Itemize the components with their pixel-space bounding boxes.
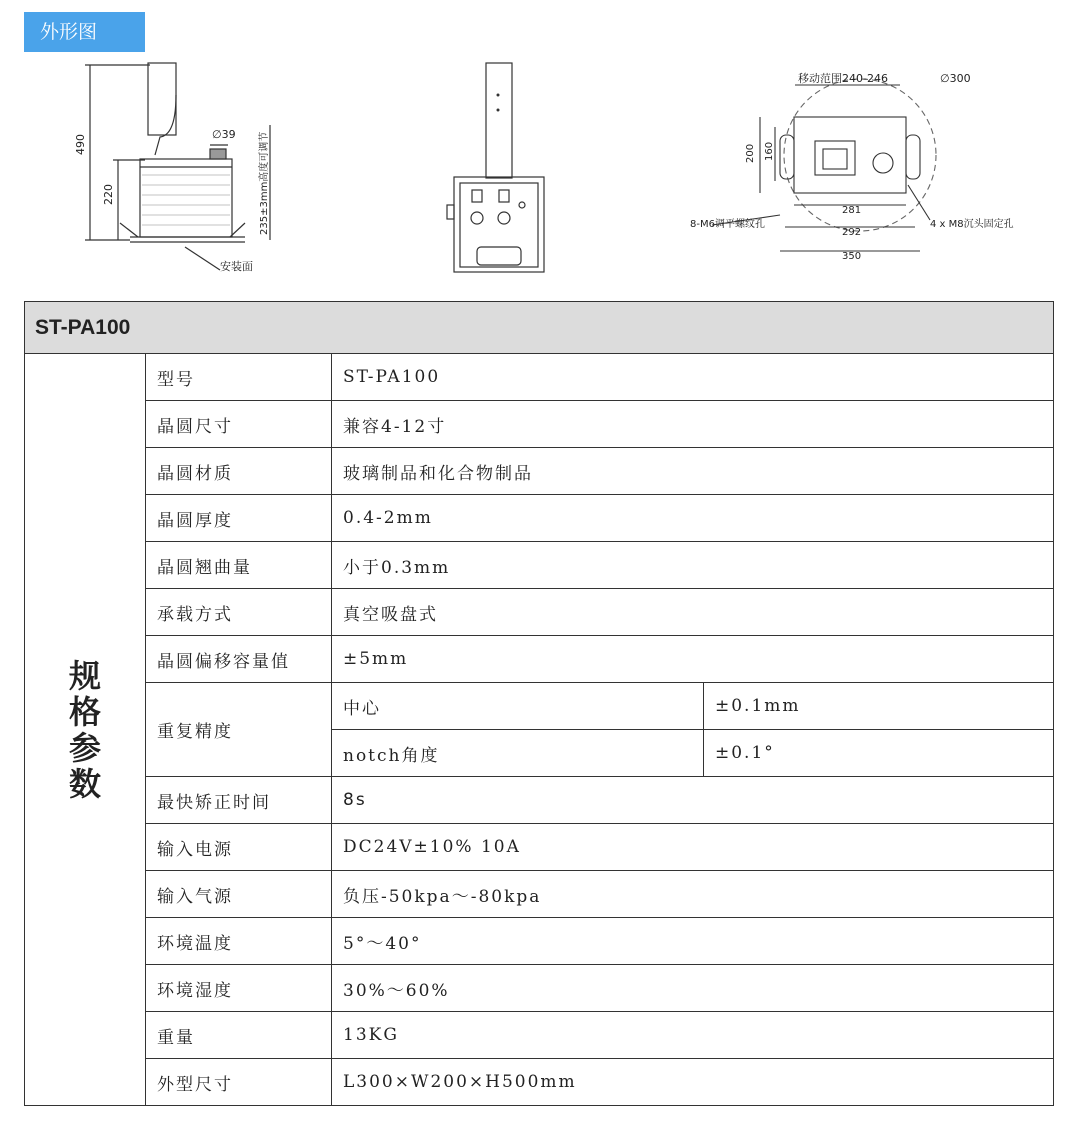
row-value: 小于0.3mm	[332, 542, 1054, 589]
row-label: 重量	[146, 1012, 332, 1059]
table-row	[25, 683, 1054, 730]
table-row	[25, 918, 1054, 965]
row-value: 5°～40°	[332, 918, 1054, 965]
sub-row-name: notch角度	[332, 730, 704, 777]
row-label: 输入气源	[146, 871, 332, 918]
table-row	[25, 777, 1054, 824]
dim-292: 292	[842, 227, 862, 238]
row-label: 晶圆偏移容量值	[146, 636, 332, 683]
sub-row-value: ±0.1°	[704, 730, 1054, 777]
table-row	[25, 871, 1054, 918]
row-value: 13KG	[332, 1012, 1054, 1059]
row-value: 负压-50kpa～-80kpa	[332, 871, 1054, 918]
front-view-drawing	[442, 55, 562, 285]
row-value: 真空吸盘式	[332, 589, 1054, 636]
table-row	[25, 965, 1054, 1012]
outline-drawings	[0, 55, 1080, 285]
table-row	[25, 1012, 1054, 1059]
row-label: 型号	[146, 354, 332, 401]
row-label: 环境湿度	[146, 965, 332, 1012]
spec-side-label: 规 格 参 数	[25, 354, 146, 1106]
table-row	[25, 448, 1054, 495]
dim-m8-holes: 4 x M8沉头固定孔	[930, 219, 1014, 230]
row-label: 最快矫正时间	[146, 777, 332, 824]
row-label: 重复精度	[146, 683, 332, 777]
model-title: ST-PA100	[25, 302, 1054, 354]
row-value: L300×W200×H500mm	[332, 1059, 1054, 1106]
table-row	[25, 495, 1054, 542]
side-view-drawing	[70, 55, 370, 285]
row-value: 0.4-2mm	[332, 495, 1054, 542]
row-label: 晶圆尺寸	[146, 401, 332, 448]
row-label: 晶圆材质	[146, 448, 332, 495]
row-label: 输入电源	[146, 824, 332, 871]
sub-row-value: ±0.1mm	[704, 683, 1054, 730]
row-label: 晶圆厚度	[146, 495, 332, 542]
section-tag: 外形图	[24, 12, 145, 52]
dim-350: 350	[842, 251, 862, 262]
dim-m6-holes: 8-M6调平螺纹孔	[690, 219, 765, 230]
row-value: ST-PA100	[332, 354, 1054, 401]
row-value: ±5mm	[332, 636, 1054, 683]
dim-281: 281	[842, 205, 862, 216]
dim-160: 160	[764, 141, 775, 161]
row-label: 外型尺寸	[146, 1059, 332, 1106]
table-row	[25, 354, 1054, 401]
table-row	[25, 589, 1054, 636]
dim-490: 490	[74, 134, 87, 155]
row-value: 8s	[332, 777, 1054, 824]
table-row	[25, 401, 1054, 448]
table-row	[25, 636, 1054, 683]
dim-mount-surface: 安装面	[220, 260, 253, 273]
row-value: 30%～60%	[332, 965, 1054, 1012]
row-label: 晶圆翘曲量	[146, 542, 332, 589]
dim-d39: ∅39	[212, 128, 236, 141]
sub-row-name: 中心	[332, 683, 704, 730]
dim-200: 200	[745, 143, 756, 163]
dim-height-adjust: 235±3mm高度可调节	[259, 131, 270, 235]
title-row	[25, 302, 1054, 354]
row-value: 兼容4-12寸	[332, 401, 1054, 448]
table-row	[25, 542, 1054, 589]
spec-table	[24, 301, 1054, 1106]
row-value: DC24V±10% 10A	[332, 824, 1054, 871]
dim-220: 220	[102, 184, 115, 205]
dim-d300: ∅300	[940, 72, 971, 85]
dim-move-range: 移动范围240-246	[798, 72, 888, 85]
table-row	[25, 824, 1054, 871]
top-view-drawing	[690, 55, 1030, 285]
row-label: 承载方式	[146, 589, 332, 636]
table-row	[25, 1059, 1054, 1106]
row-value: 玻璃制品和化合物制品	[332, 448, 1054, 495]
row-label: 环境温度	[146, 918, 332, 965]
